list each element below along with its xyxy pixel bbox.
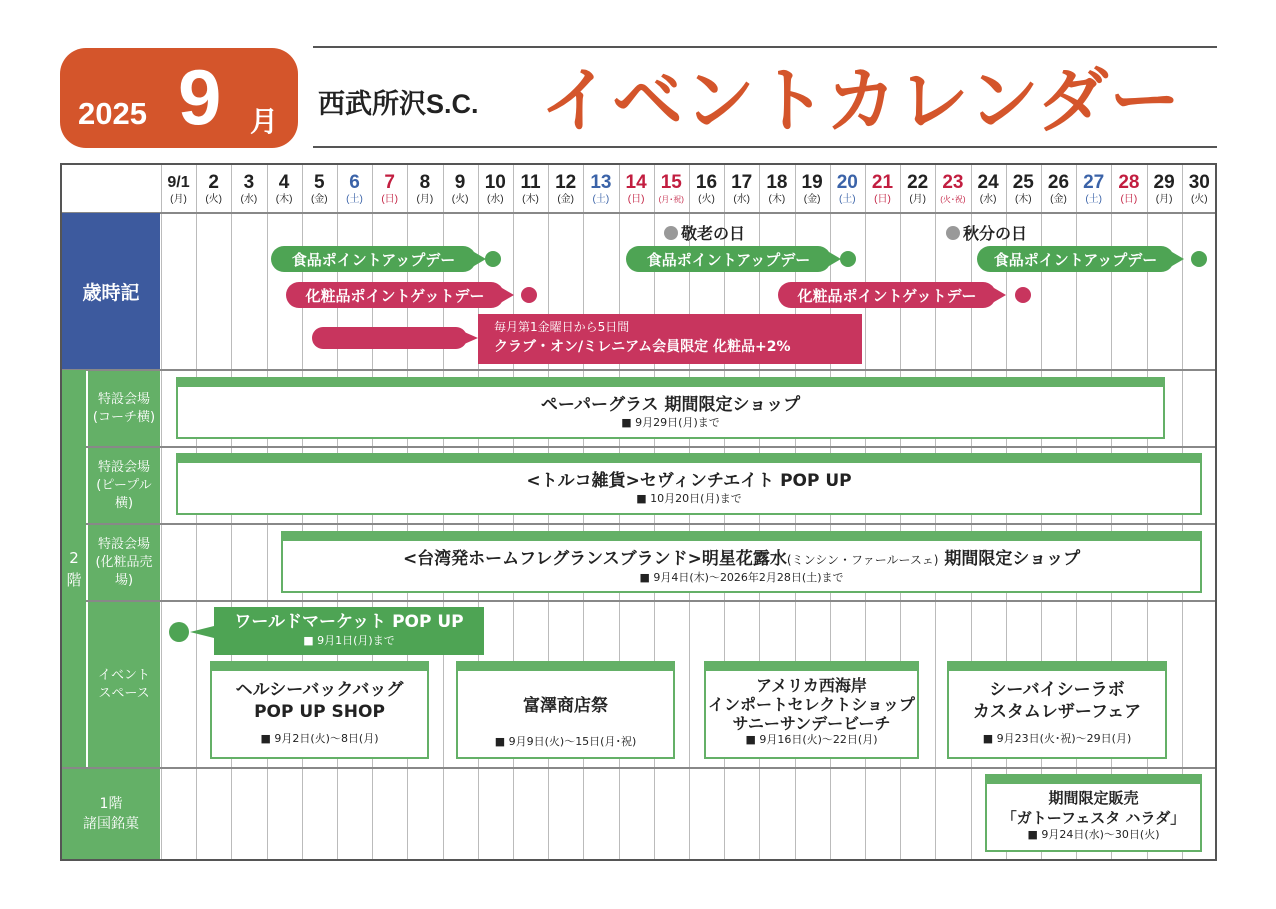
day-number: 19 xyxy=(801,172,823,193)
event-title: 富澤商店祭 xyxy=(523,696,608,716)
day-header xyxy=(513,172,548,206)
event-title-main: <台湾発ホームフレグランスブランド>明星花露水 xyxy=(402,549,787,569)
cosme-point-day-2: 化粧品ポイントゲットデー xyxy=(778,282,996,308)
day-weekday: (日) xyxy=(874,194,891,205)
day-weekday: (水) xyxy=(979,194,997,205)
month-badge xyxy=(60,48,298,148)
day-header xyxy=(478,172,513,206)
day-weekday: (日) xyxy=(1120,194,1138,205)
event-date: ■ 10月20日(月)まで xyxy=(636,492,742,505)
day-header xyxy=(337,172,372,206)
label-floor-2: 2 階 xyxy=(62,370,86,767)
day-weekday: (土) xyxy=(346,194,363,205)
holiday-keiro-label: 敬老の日 xyxy=(681,224,746,243)
pointer-arrow-icon xyxy=(994,288,1006,302)
day-number: 27 xyxy=(1083,172,1105,193)
holiday-keiro xyxy=(664,221,745,244)
day-header xyxy=(759,172,794,206)
day-header xyxy=(935,172,970,206)
marker-dot-icon xyxy=(1015,287,1031,303)
pointer-arrow-icon xyxy=(502,288,514,302)
day-header xyxy=(443,172,478,206)
day-weekday: (火) xyxy=(451,194,469,205)
event-seabycie-lab xyxy=(947,661,1167,759)
marker-dot-icon xyxy=(169,622,189,642)
day-weekday: (木) xyxy=(275,194,293,205)
day-number: 26 xyxy=(1047,172,1070,193)
event-paper-glass xyxy=(176,377,1165,439)
day-number: 21 xyxy=(871,172,894,193)
day-number: 4 xyxy=(278,172,290,193)
day-header xyxy=(1111,172,1146,206)
event-date: ■ 9月24日(水)～30日(火) xyxy=(1027,828,1160,841)
day-header xyxy=(971,172,1006,206)
day-header xyxy=(196,172,231,206)
day-number: 24 xyxy=(977,172,999,193)
day-header xyxy=(795,172,830,206)
day-header xyxy=(830,172,865,206)
day-number: 22 xyxy=(907,172,929,193)
day-header xyxy=(267,172,302,206)
event-date: ■ 9月23日(火･祝)～29日(月) xyxy=(982,732,1132,745)
event-taiwan-fragrance xyxy=(281,531,1202,593)
day-number: 15 xyxy=(660,172,682,193)
day-number: 6 xyxy=(349,172,360,193)
label-saijiki: 歳時記 xyxy=(62,213,160,369)
holiday-shubun-label: 秋分の日 xyxy=(963,224,1028,243)
pointer-arrow-icon xyxy=(190,626,214,638)
event-title: シーバイシーラボ カスタムレザーフェア xyxy=(972,680,1142,722)
day-number: 10 xyxy=(484,172,506,193)
day-weekday: (木) xyxy=(1014,194,1032,205)
day-weekday: (金) xyxy=(803,194,821,205)
food-point-day-2: 食品ポイントアップデー xyxy=(626,246,831,272)
holiday-dot-icon xyxy=(664,226,678,240)
day-header xyxy=(900,172,935,206)
event-title: <トルコ雑貨>セヴィンチエイト POP UP xyxy=(526,471,852,491)
marker-dot-icon xyxy=(840,251,856,267)
club-on-note-line1: 毎月第1金曜日から5日間 xyxy=(494,320,630,334)
day-weekday: (火) xyxy=(1190,194,1208,205)
day-header xyxy=(654,172,689,206)
day-weekday: (土) xyxy=(1085,194,1103,205)
label-venue-people: 特設会場 (ピープル横) xyxy=(88,448,160,523)
day-column-line xyxy=(161,165,162,859)
event-date: ■ 9月1日(月)まで xyxy=(303,634,395,647)
month-number: 9 xyxy=(178,53,222,141)
row-divider xyxy=(62,212,1215,214)
label-venue-coach: 特設会場 (コーチ横) xyxy=(88,371,160,446)
day-weekday: (日) xyxy=(381,194,399,205)
day-weekday: (水) xyxy=(486,194,504,205)
marker-dot-icon xyxy=(1191,251,1207,267)
food-point-day-1: 食品ポイントアップデー xyxy=(271,246,476,272)
day-number: 18 xyxy=(766,172,788,193)
day-number: 25 xyxy=(1012,172,1034,193)
day-header xyxy=(724,172,759,206)
day-weekday: (月) xyxy=(1155,194,1173,205)
day-number: 17 xyxy=(731,172,753,193)
day-header xyxy=(372,172,407,206)
pointer-arrow-icon xyxy=(462,331,478,345)
event-date: ■ 9月4日(木)～2026年2月28日(土)まで xyxy=(639,571,844,584)
event-sunny-sunday-beach xyxy=(704,661,919,759)
day-number: 16 xyxy=(695,172,718,193)
day-weekday: (木) xyxy=(768,194,786,205)
day-number: 20 xyxy=(836,172,858,193)
row-divider xyxy=(62,369,1215,371)
day-number: 8 xyxy=(419,172,431,193)
row-divider xyxy=(86,600,1215,602)
pointer-arrow-icon xyxy=(1172,252,1184,266)
event-torukozakka xyxy=(176,453,1202,515)
day-weekday: (月･祝) xyxy=(658,195,684,204)
day-header xyxy=(302,172,337,206)
day-number: 9/1 xyxy=(167,174,190,191)
row-divider xyxy=(86,523,1215,525)
club-on-bar xyxy=(312,327,467,349)
club-on-note-line2: クラブ・オン/ミレニアム会員限定 化粧品+2% xyxy=(494,339,791,355)
event-date: ■ 9月9日(火)～15日(月･祝) xyxy=(494,735,637,748)
day-header xyxy=(865,172,900,206)
cosme-point-day-1: 化粧品ポイントゲットデー xyxy=(286,282,504,308)
label-venue-cosmetics: 特設会場 (化粧品売場) xyxy=(88,525,160,600)
day-number: 11 xyxy=(520,172,541,193)
day-header xyxy=(1182,172,1217,206)
event-healthy-back-bag xyxy=(210,661,429,759)
day-header xyxy=(619,172,654,206)
day-number: 12 xyxy=(555,172,577,193)
day-number: 5 xyxy=(314,172,325,193)
event-world-market xyxy=(214,607,484,655)
day-weekday: (金) xyxy=(557,194,575,205)
label-floor-1-sweets: 1階 諸国銘菓 xyxy=(62,769,160,859)
day-number: 3 xyxy=(243,172,255,193)
day-header xyxy=(548,172,583,206)
day-number: 29 xyxy=(1153,172,1175,193)
day-weekday: (土) xyxy=(838,194,856,205)
day-weekday: (火) xyxy=(698,194,715,205)
day-number: 28 xyxy=(1118,172,1140,193)
event-date: ■ 9月2日(火)～8日(月) xyxy=(260,732,379,745)
day-weekday: (金) xyxy=(1050,194,1067,205)
event-title-end: 期間限定ショップ xyxy=(938,549,1081,569)
club-on-note xyxy=(478,314,862,364)
day-number: 14 xyxy=(625,172,647,193)
day-header xyxy=(231,172,266,206)
day-number: 9 xyxy=(454,172,466,193)
row-divider xyxy=(86,446,1215,448)
day-header xyxy=(1076,172,1111,206)
holiday-shubun xyxy=(946,221,1027,244)
day-number: 7 xyxy=(384,172,395,193)
food-point-day-3: 食品ポイントアップデー xyxy=(977,246,1174,272)
day-weekday: (土) xyxy=(592,194,610,205)
day-weekday: (月) xyxy=(909,194,927,205)
day-weekday: (水) xyxy=(240,194,258,205)
event-tomizawa xyxy=(456,661,675,759)
day-header xyxy=(1041,172,1076,206)
store-name: 西武所沢S.C. xyxy=(318,89,479,119)
day-weekday: (月) xyxy=(416,194,434,205)
event-title: アメリカ西海岸 インポートセレクトショップ サニーサンデービーチ xyxy=(708,676,915,733)
event-title: ヘルシーバックバッグ POP UP SHOP xyxy=(235,680,404,722)
month-suffix: 月 xyxy=(250,105,279,138)
label-event-space: イベント スペース xyxy=(88,602,160,767)
page-title: イベントカレンダー xyxy=(540,59,1182,142)
header-bottom-rule xyxy=(313,146,1217,148)
day-number: 2 xyxy=(208,172,219,193)
day-weekday: (木) xyxy=(522,194,539,205)
day-header xyxy=(161,172,196,206)
event-date: ■ 9月16日(火)～22日(月) xyxy=(745,733,878,746)
event-title: ワールドマーケット POP UP xyxy=(234,612,464,632)
event-date: ■ 9月29日(月)まで xyxy=(621,416,720,429)
day-header xyxy=(689,172,724,206)
event-title: 期間限定販売 「ガトーフェスタ ハラダ」 xyxy=(1001,789,1186,827)
year-label: 2025 xyxy=(78,96,147,131)
event-title-reading: (ミンシン・ファールースェ) xyxy=(786,553,939,567)
event-gateau-festa-harada xyxy=(985,774,1202,852)
event-title xyxy=(283,548,1200,571)
day-number: 23 xyxy=(942,172,964,193)
day-weekday: (日) xyxy=(627,194,645,205)
holiday-dot-icon xyxy=(946,226,960,240)
day-header xyxy=(583,172,618,206)
day-number: 30 xyxy=(1188,172,1210,193)
marker-dot-icon xyxy=(521,287,537,303)
marker-dot-icon xyxy=(485,251,501,267)
day-header xyxy=(407,172,442,206)
day-weekday: (金) xyxy=(310,194,328,205)
day-weekday: (水) xyxy=(733,194,751,205)
day-header xyxy=(1006,172,1041,206)
day-number: 13 xyxy=(590,172,612,193)
row-divider xyxy=(62,767,1215,769)
event-title: ペーパーグラス 期間限定ショップ xyxy=(540,395,801,415)
day-weekday: (火) xyxy=(205,194,223,205)
day-weekday: (月) xyxy=(170,194,187,205)
day-header xyxy=(1147,172,1182,206)
day-weekday: (火･祝) xyxy=(940,195,966,204)
